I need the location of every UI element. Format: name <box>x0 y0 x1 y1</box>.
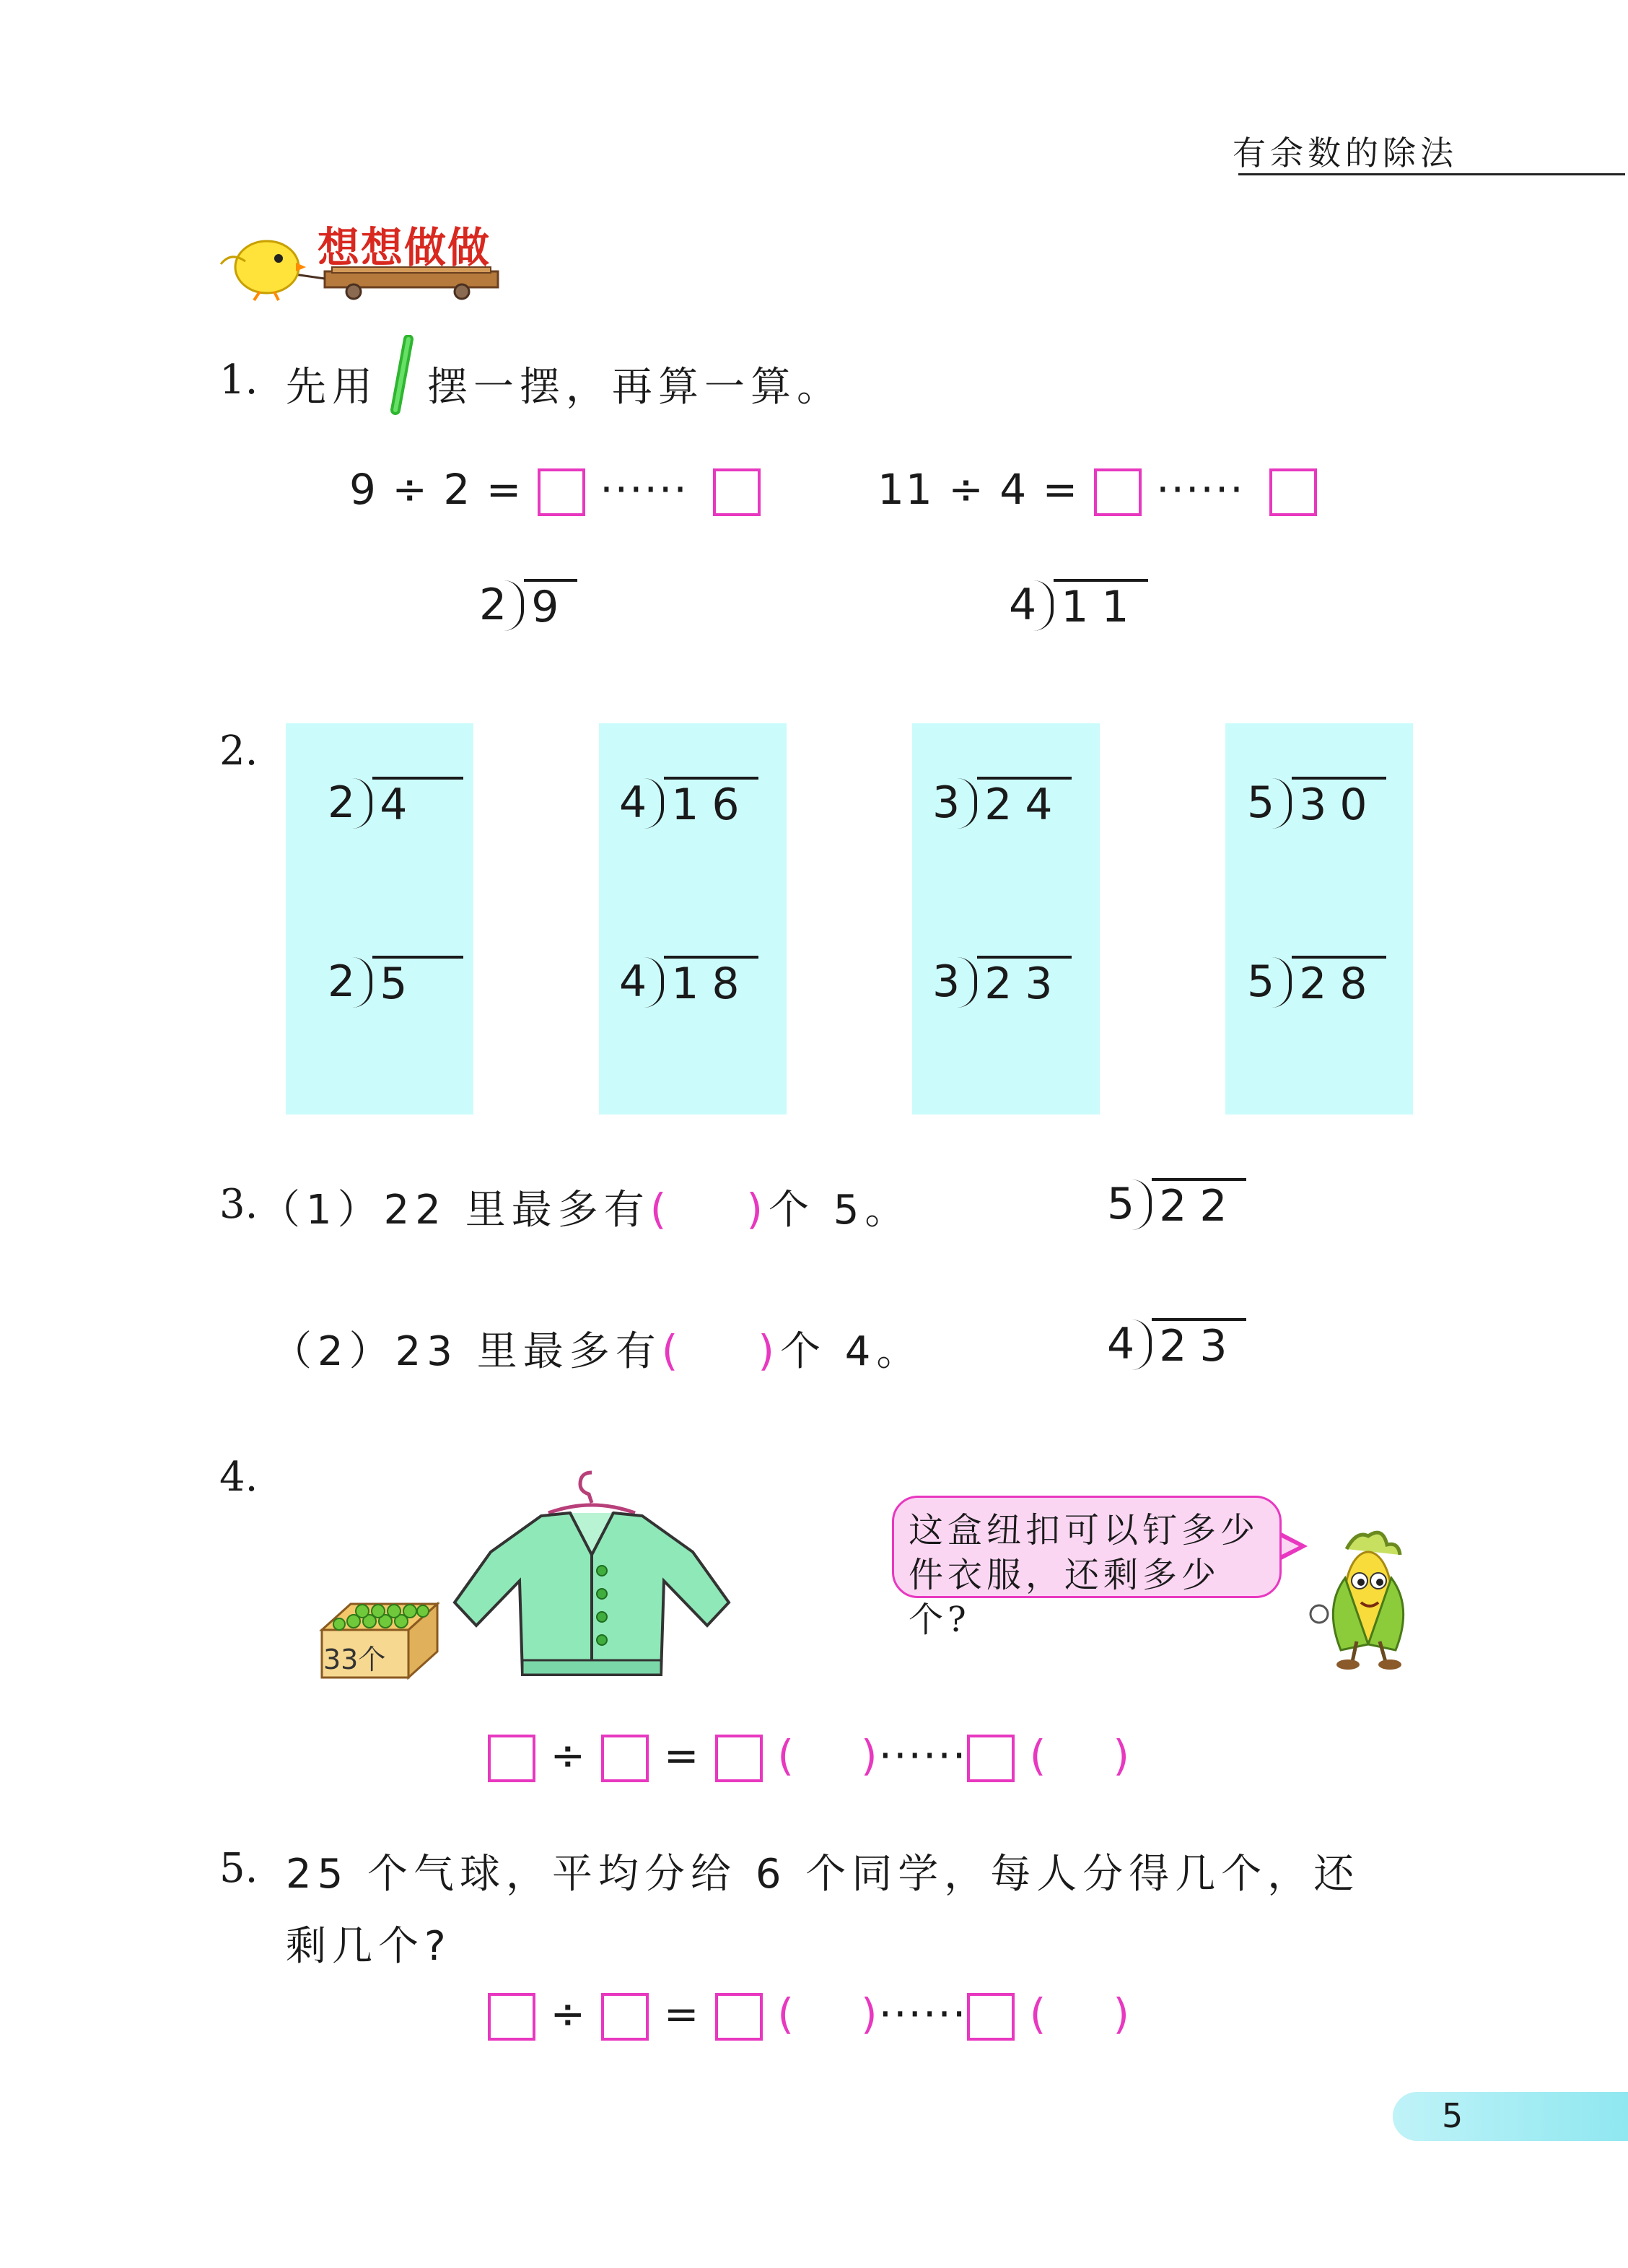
question-text: 22 里最多有 <box>383 1187 650 1234</box>
answer-blank[interactable]: ( ) <box>649 1185 769 1234</box>
divisor: 2 <box>443 465 472 514</box>
q2-long-division: 5 28 <box>1247 956 1386 1011</box>
q5-answer-row <box>488 1989 1131 2041</box>
q3-long-division-1: 5 22 <box>1107 1178 1246 1233</box>
header-rule <box>1238 173 1625 175</box>
remainder-unit-blank[interactable]: ( ) <box>1029 1731 1131 1780</box>
divide-sign: ÷ <box>948 465 985 514</box>
dividend-answer-box[interactable] <box>488 1993 535 2041</box>
q2-long-division: 2 4 <box>328 777 463 832</box>
remainder-dots: ······ <box>600 465 688 514</box>
remainder-answer-box[interactable] <box>967 1993 1015 2041</box>
divide-sign: ÷ <box>392 465 429 514</box>
q2-long-division: 2 5 <box>328 956 463 1011</box>
quotient-unit-blank[interactable]: ( ) <box>777 1989 879 2038</box>
part-label: （2） <box>271 1328 395 1375</box>
divisor: 4 <box>999 465 1028 514</box>
divisor-answer-box[interactable] <box>601 1735 649 1782</box>
divisor-answer-box[interactable] <box>601 1993 649 2041</box>
q4-number: 4. <box>219 1454 258 1501</box>
remainder-dots: ······ <box>878 1731 968 1780</box>
q3-part2 <box>271 1320 922 1377</box>
divide-sign: ÷ <box>550 1989 587 2038</box>
quotient-answer-box[interactable] <box>715 1993 763 2041</box>
section-title: 想想做做 <box>318 223 491 272</box>
quotient-unit-blank[interactable]: ( ) <box>777 1731 879 1780</box>
jacket-icon <box>447 1465 736 1682</box>
equals-sign: = <box>663 1989 701 2038</box>
remainder-answer-box[interactable] <box>1269 468 1317 516</box>
remainder-answer-box[interactable] <box>713 468 761 516</box>
equals-sign: = <box>663 1731 701 1780</box>
dividend: 11 <box>878 465 934 514</box>
remainder-unit-blank[interactable]: ( ) <box>1029 1989 1131 2038</box>
question-text: 23 里最多有 <box>395 1328 662 1375</box>
page-number-tab <box>1393 2092 1628 2141</box>
question-text: 个 4。 <box>779 1328 923 1375</box>
q5-text-line-2: 剩几个? <box>286 1923 452 1970</box>
quotient-answer-box[interactable] <box>538 468 585 516</box>
q5-number: 5. <box>219 1845 258 1892</box>
q2-long-division: 3 24 <box>932 777 1072 832</box>
quotient-answer-box[interactable] <box>715 1735 763 1782</box>
remainder-dots: ······ <box>1156 465 1245 514</box>
q4-answer-row <box>488 1731 1131 1782</box>
quotient-answer-box[interactable] <box>1094 468 1142 516</box>
q2-number: 2. <box>219 728 258 775</box>
q1-text-before: 先用 <box>286 364 378 411</box>
divide-sign: ÷ <box>550 1731 587 1780</box>
speech-bubble <box>892 1496 1282 1640</box>
q3-part1 <box>260 1178 911 1236</box>
header-title: 有余数的除法 <box>1233 134 1458 173</box>
green-stick-icon <box>387 335 416 416</box>
page-number: 5 <box>1442 2096 1463 2135</box>
answer-blank[interactable]: ( ) <box>661 1326 780 1375</box>
q1-number: 1. <box>219 357 258 404</box>
corn-mascot-icon <box>1303 1527 1426 1672</box>
question-text: 个 5。 <box>768 1187 911 1234</box>
remainder-dots: ······ <box>878 1989 968 2038</box>
q1-long-division-1: 2 9 <box>479 579 577 634</box>
q1-equation-2 <box>878 465 1317 516</box>
dividend-answer-box[interactable] <box>488 1735 535 1782</box>
q2-long-division: 4 16 <box>619 777 758 832</box>
equals-sign: = <box>486 465 523 514</box>
q3-long-division-2: 4 23 <box>1107 1318 1246 1373</box>
q1-equation-1 <box>349 465 761 516</box>
box-label: 33个 <box>323 1644 386 1675</box>
q3-number: 3. <box>219 1181 258 1228</box>
q2-long-division: 5 30 <box>1247 777 1386 832</box>
q5-text-line-1: 25 个气球，平均分给 6 个同学，每人分得几个，还 <box>286 1851 1360 1898</box>
speech-line-2: 件衣服，还剩多少个? <box>909 1555 1221 1640</box>
dividend: 9 <box>349 465 377 514</box>
q2-long-division: 3 23 <box>932 956 1072 1011</box>
q2-long-division: 4 18 <box>619 956 758 1011</box>
q1-text-after: 摆一摆，再算一算。 <box>427 364 843 411</box>
speech-line-1: 这盒纽扣可以钉多少 <box>909 1510 1260 1550</box>
remainder-answer-box[interactable] <box>967 1735 1015 1782</box>
equals-sign: = <box>1042 465 1080 514</box>
part-label: （1） <box>260 1187 384 1234</box>
q1-long-division-2: 4 11 <box>1009 579 1148 634</box>
